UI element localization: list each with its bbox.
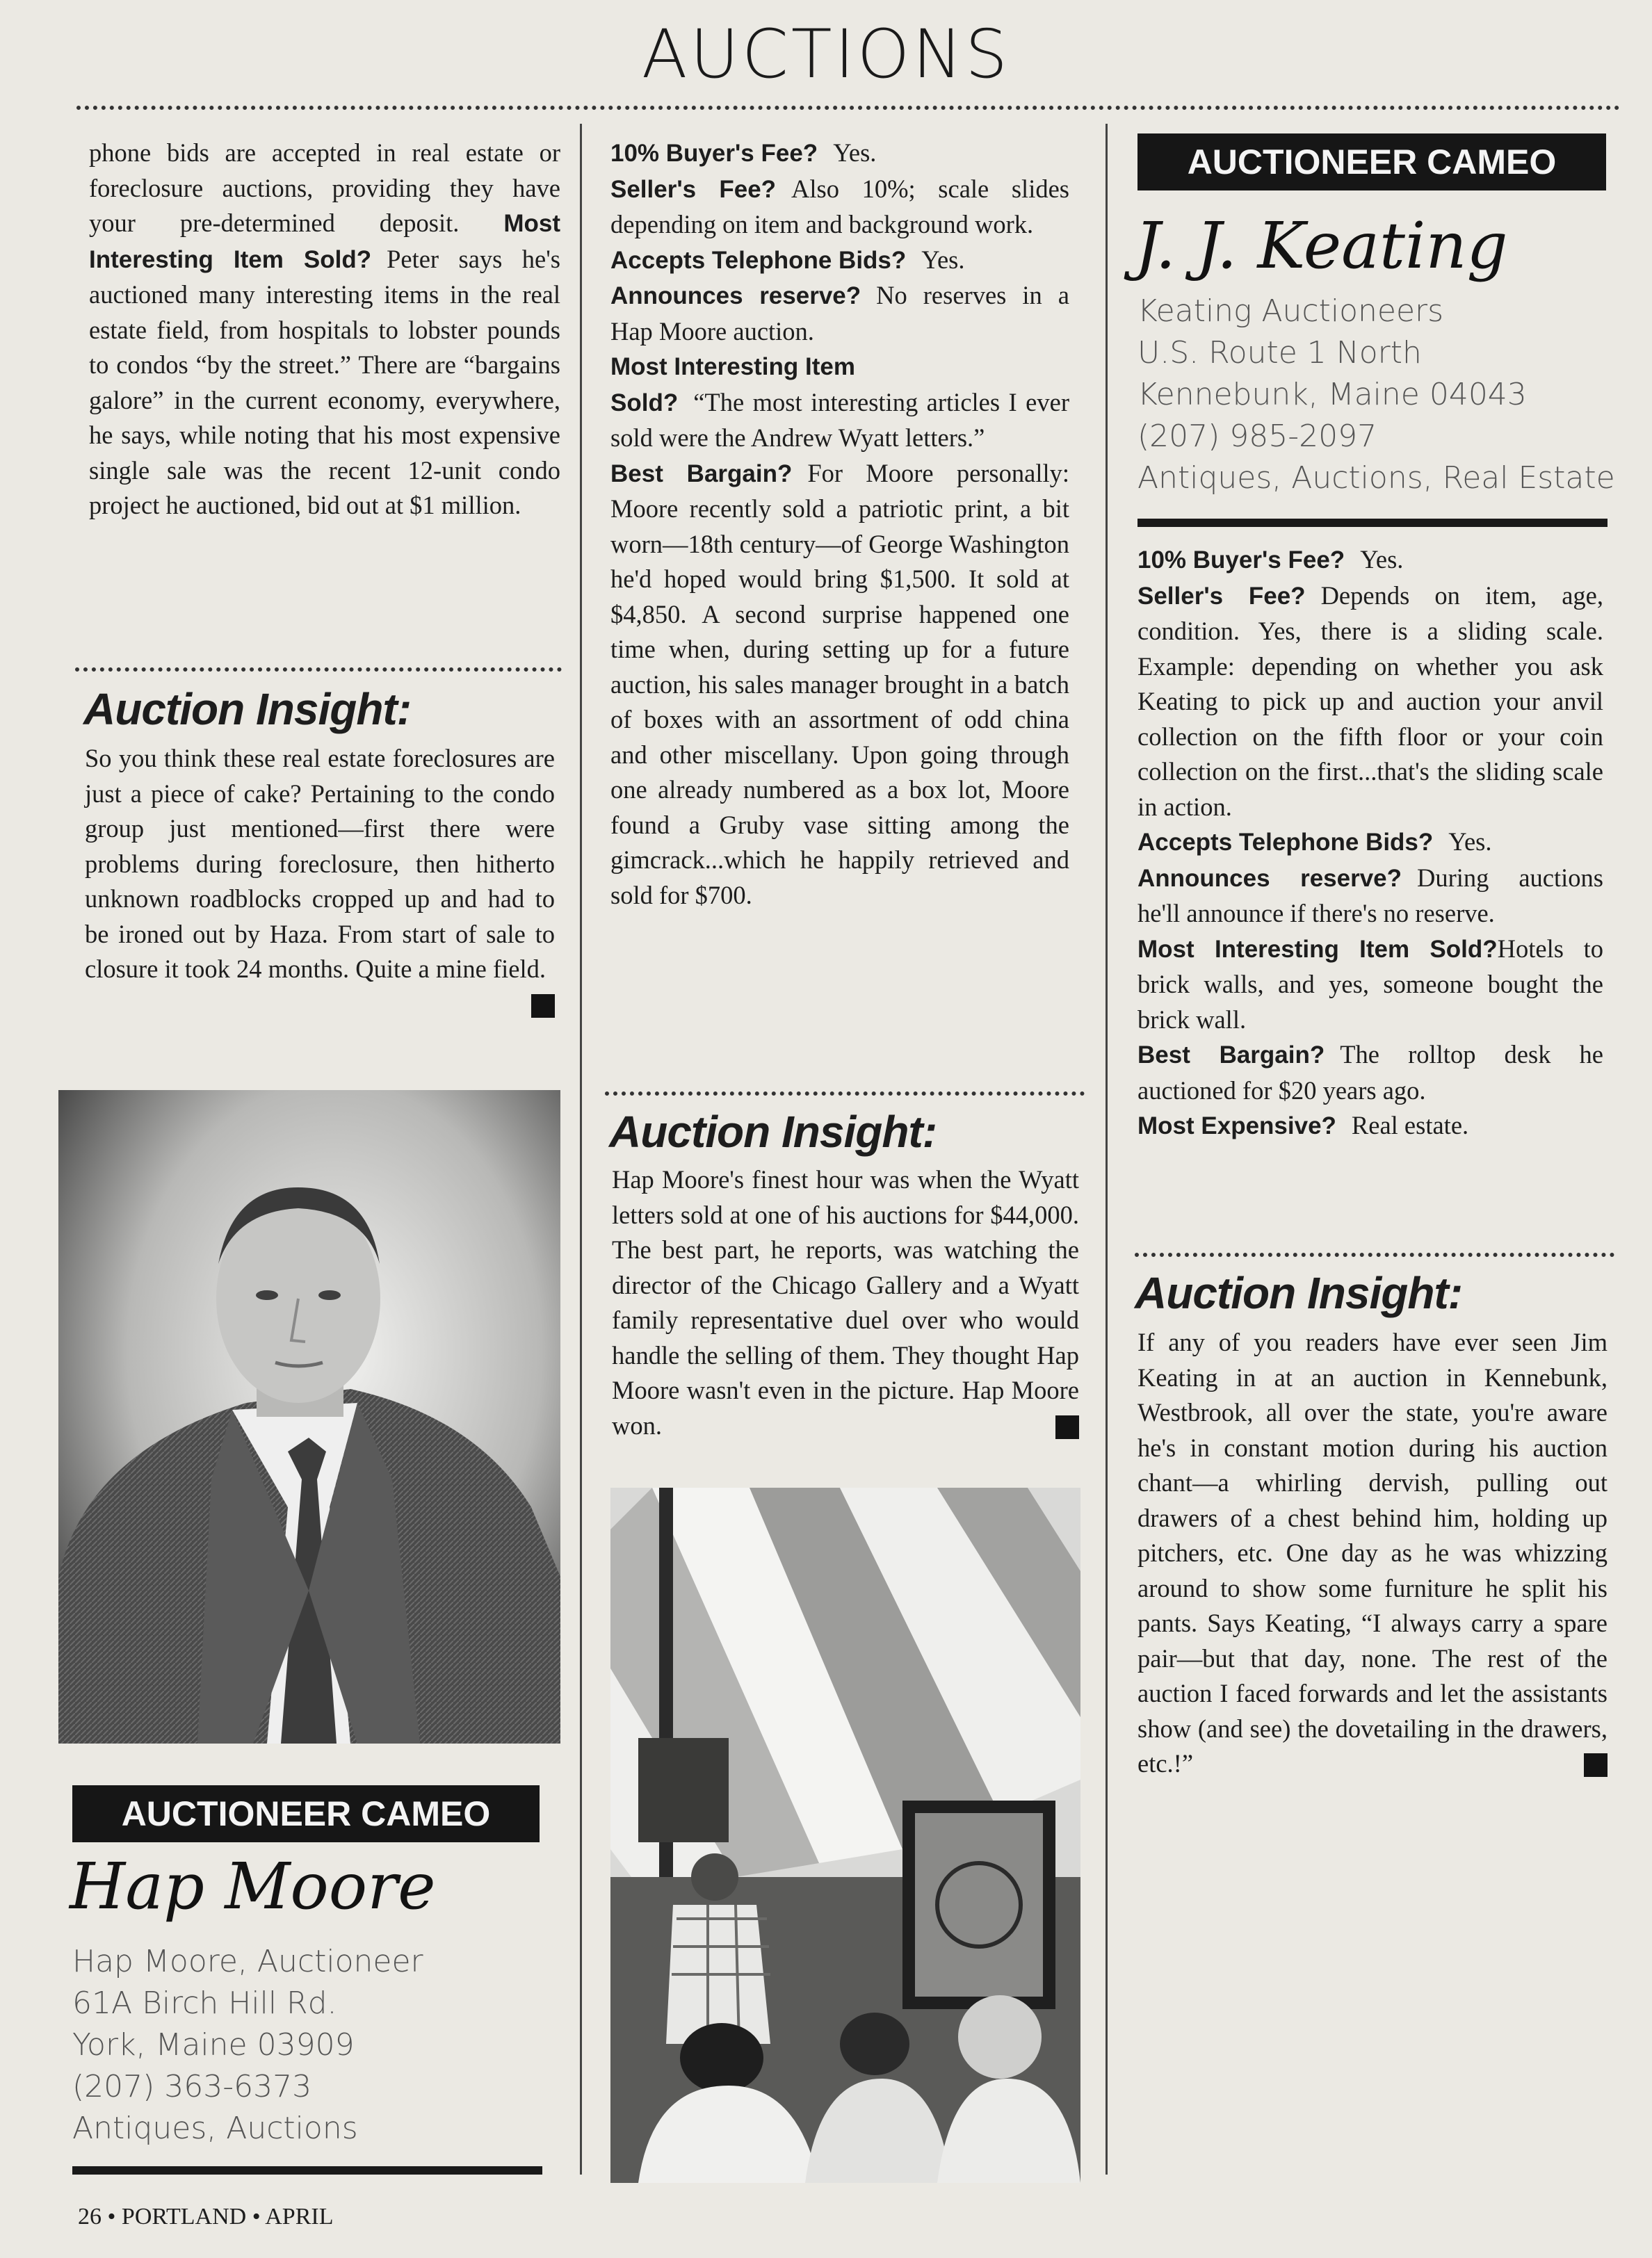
col3-sellers-fee-answer: Depends on item, age, condition. Yes, there is a sliding scale. Example: depending on whether you ask Keating to pick up and auction your anvil collection on the fifth floor or your coin collection on the first...that's the sliding scale in action. xyxy=(1137,580,1603,821)
col3-sellers-fee-question: Seller's Fee? xyxy=(1137,582,1306,610)
column-divider-left xyxy=(580,124,582,2175)
col2-insight xyxy=(612,1162,1079,1443)
col2-text-top xyxy=(610,136,1069,913)
col3-bargain-answer: The rolltop desk he auctioned for $20 years ago. xyxy=(1137,1040,1603,1105)
col3-interesting-answer: Hotels to brick walls, and yes, someone bought the brick wall. xyxy=(1137,934,1604,1034)
contact-line: Kennebunk, Maine 04043 xyxy=(1137,377,1527,412)
col2-bargain-answer: For Moore personally: Moore recently sold a patriotic print, a bit worn—18th century—of George Washington he'd hoped would bring $1,500. It sold at $4,850. A second surprise happened one time when, during setting up for a future auction, his sales manager brought in a batch of boxes with an assortment of odd china and other miscellany. Upon going through one already numbered as a box lot, Moore found a Gruby vase sitting among the gimcrack...which he happily retrieved and sold for $700. xyxy=(610,458,1069,909)
col2-dotted-rule xyxy=(605,1091,1085,1096)
col1-insight-heading: Auction Insight: xyxy=(83,684,412,734)
end-mark-icon xyxy=(1055,1415,1079,1439)
col1-insight xyxy=(85,741,555,1018)
col2-insight-text: Hap Moore's finest hour was when the Wyatt letters sold at one of his auctions for $44,000. The best part, he reports, was watching the director of the Chicago Gallery and a Wyatt family representative duel over who would handle the selling of them. They thought Hap Moore wasn't even in the picture. Hap Moore won. xyxy=(612,1165,1079,1440)
col1-insight-text: So you think these real estate foreclosures are just a piece of cake? Pertaining to the condo group just mentioned—first there were problems during foreclosure, then hitherto unknown roadblocks cropped up and had to be ironed out by Haza. From start of sale to closure it took 24 months. Quite a mine field. xyxy=(85,744,555,983)
contact-line: Antiques, Auctions xyxy=(72,2111,358,2146)
col2-buyers-fee-answer: Yes. xyxy=(833,138,877,167)
portrait-image xyxy=(58,1090,560,1744)
col3-buyers-fee-question: 10% Buyer's Fee? xyxy=(1137,546,1345,574)
contact-line: York, Maine 03909 xyxy=(72,2027,355,2063)
col2-telephone-question: Accepts Telephone Bids? xyxy=(610,246,907,274)
col3-text-top xyxy=(1137,542,1603,1144)
page-footer: 26 • PORTLAND • APRIL xyxy=(78,2204,334,2229)
col2-reserve-question: Announces reserve? xyxy=(610,282,861,309)
col1-interesting-answer: Peter says he's auctioned many interesting items in the real estate field, from hospitals to lobster pounds to condos “by the street.” There are “bargains galore” in the current economy, everywhere, he says, while noting that his most expensive single sale was the recent 12-unit condo project he auctioned, bid out at $1 million. xyxy=(89,244,560,519)
contact-hap-moore xyxy=(72,1941,559,2150)
contact-line: U.S. Route 1 North xyxy=(1137,335,1422,371)
contact-line: 61A Birch Hill Rd. xyxy=(72,1985,337,2021)
col3-reserve-question: Announces reserve? xyxy=(1137,864,1402,892)
col3-reserve-answer: During auctions he'll announce if there's no reserve. xyxy=(1137,863,1603,927)
col2-interesting-question-line1: Most Interesting Item xyxy=(610,353,855,380)
col3-telephone-question: Accepts Telephone Bids? xyxy=(1137,829,1434,856)
col2-interesting-answer: “The most interesting articles I ever sold were the Andrew Wyatt letters.” xyxy=(610,387,1069,452)
col1-thick-rule xyxy=(72,2166,542,2175)
col1-interesting-question: Most Interesting Item Sold? xyxy=(89,210,561,273)
auction-tent-image xyxy=(610,1488,1080,2183)
col2-interesting-question-line2: Sold? xyxy=(610,389,679,416)
contact-line: Keating Auctioneers xyxy=(1137,293,1444,329)
contact-line: Antiques, Auctions, Real Estate xyxy=(1137,460,1615,496)
contact-line: Hap Moore, Auctioneer xyxy=(72,1944,423,1979)
col3-insight-text: If any of you readers have ever seen Jim Keating in at an auction in Kennebunk, Westbrook, all over the state, you're aware he's in constant motion during his auction chant—a whirling dervish, pulling out drawers of a chest behind him, holding up pitchers, etc. One day as he was whizzing around to show some furniture he split his pants. Says Keating, “I always carry a spare pair—but that day, none. The rest of the auction I faced forwards and let the assistants show (and see) the dovetailing in the drawers, etc.!” xyxy=(1137,1328,1608,1778)
col3-insight xyxy=(1137,1325,1608,1782)
auction-tent-photo xyxy=(610,1488,1080,2183)
cameo-label-keating: AUCTIONEER CAMEO xyxy=(1137,133,1606,190)
col3-expensive-answer: Real estate. xyxy=(1351,1111,1469,1139)
col3-interesting-question: Most Interesting Item Sold? xyxy=(1137,935,1498,963)
col2-insight-heading: Auction Insight: xyxy=(609,1107,937,1157)
col1-text-top xyxy=(89,136,560,523)
col3-dotted-rule xyxy=(1135,1253,1614,1257)
contact-keating xyxy=(1137,291,1624,499)
contact-line: (207) 363-6373 xyxy=(72,2069,312,2104)
end-mark-icon xyxy=(1584,1753,1608,1777)
col1-dotted-rule xyxy=(75,667,562,672)
col3-bargain-question: Best Bargain? xyxy=(1137,1041,1325,1069)
contact-line: (207) 985-2097 xyxy=(1137,419,1377,454)
col2-reserve-answer: No reserves in a Hap Moore auction. xyxy=(610,281,1069,346)
cameo-label-hap-moore: AUCTIONEER CAMEO xyxy=(72,1785,540,1842)
page-title: AUCTIONS xyxy=(641,15,1011,93)
col3-expensive-question: Most Expensive? xyxy=(1137,1112,1336,1139)
col3-buyers-fee-answer: Yes. xyxy=(1360,545,1404,574)
col1-intro: phone bids are accepted in real estate or foreclosure auctions, providing they have your pre-determined deposit. xyxy=(89,138,560,237)
header-dotted-rule xyxy=(76,106,1620,110)
col2-buyers-fee-question: 10% Buyer's Fee? xyxy=(610,140,818,167)
col3-thick-rule xyxy=(1137,519,1608,527)
col3-insight-heading: Auction Insight: xyxy=(1135,1268,1463,1318)
col3-telephone-answer: Yes. xyxy=(1448,827,1492,856)
col2-telephone-answer: Yes. xyxy=(921,245,965,274)
end-mark-icon xyxy=(531,994,555,1018)
col2-sellers-fee-question: Seller's Fee? xyxy=(610,175,777,203)
col2-sellers-fee-answer: Also 10%; scale slides depending on item and background work. xyxy=(610,174,1069,238)
col2-bargain-question: Best Bargain? xyxy=(610,460,793,487)
portrait-photo xyxy=(58,1090,560,1744)
signature-keating: J. J. Keating xyxy=(1135,209,1508,283)
column-divider-right xyxy=(1106,124,1108,2175)
signature-hap-moore: Hap Moore xyxy=(70,1849,436,1924)
